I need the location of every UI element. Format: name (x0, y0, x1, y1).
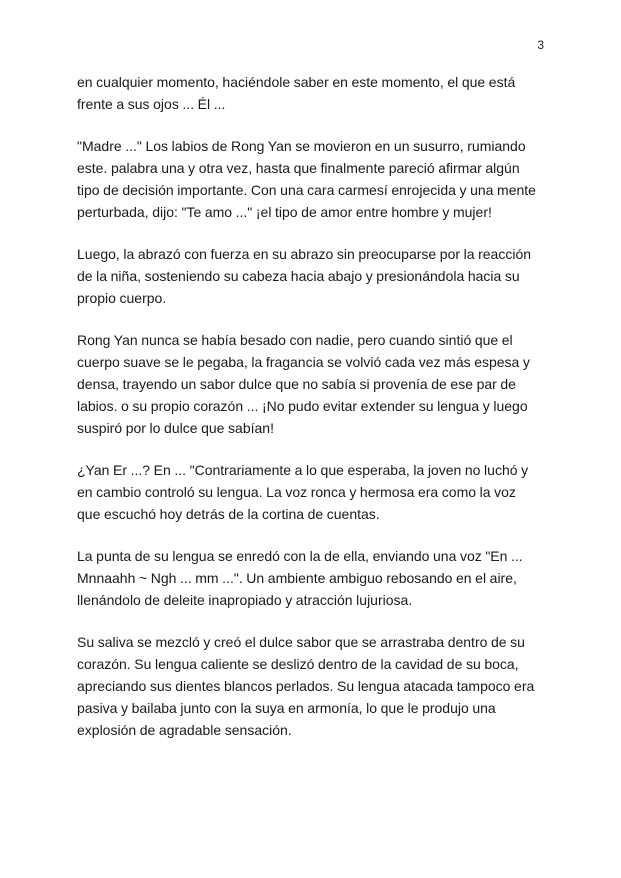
page-number: 3 (537, 38, 544, 52)
page-body (77, 71, 549, 761)
paragraph-6: La punta de su lengua se enredó con la de ella, enviando una voz "En ... Mnnaahh ~ Ngh ... mm ...". Un ambiente ambiguo rebosando en el aire, llenándolo de deleite inapropiado y atracción lujuriosa. (77, 548, 523, 608)
paragraph-3: Luego, la abrazó con fuerza en su abrazo sin preocuparse por la reacción de la niña, sosteniendo su cabeza hacia abajo y presionándola hacia su propio cuerpo. (77, 246, 532, 306)
paragraph-2: "Madre ..." Los labios de Rong Yan se movieron en un susurro, rumiando este. palabra una y otra vez, hasta que finalmente pareció afirmar algún tipo de decisión importante. Con una cara carmesí enrojecida y una mente perturbada, dijo: "Te amo ..." ¡el tipo de amor entre hombre y mujer! (77, 138, 536, 220)
paragraph-5: ¿Yan Er ...? En ... "Contrariamente a lo que esperaba, la joven no luchó y en cambio controló su lengua. La voz ronca y hermosa era como la voz que escuchó hoy detrás de la cortina de cuentas. (77, 462, 529, 522)
paragraph-7: Su saliva se mezcló y creó el dulce sabor que se arrastraba dentro de su corazón. Su lengua caliente se deslizó dentro de la cavidad de su boca, apreciando sus dientes blancos perlados. Su lengua atacada tampoco era pasiva y bailaba junto con la suya en armonía, lo que le produjo una explosión de agradable sensación. (77, 634, 535, 738)
paragraph-1: en cualquier momento, haciéndole saber en este momento, el que está frente a sus ojos ... Él ... (77, 74, 516, 112)
paragraph-4: Rong Yan nunca se había besado con nadie, pero cuando sintió que el cuerpo suave se le pegaba, la fragancia se volvió cada vez más espesa y densa, trayendo un sabor dulce que no sabía si provenía de ese par de labios. o su propio corazón ... ¡No pudo evitar extender su lengua y luego suspiró por lo dulce que sabían! (77, 332, 530, 436)
